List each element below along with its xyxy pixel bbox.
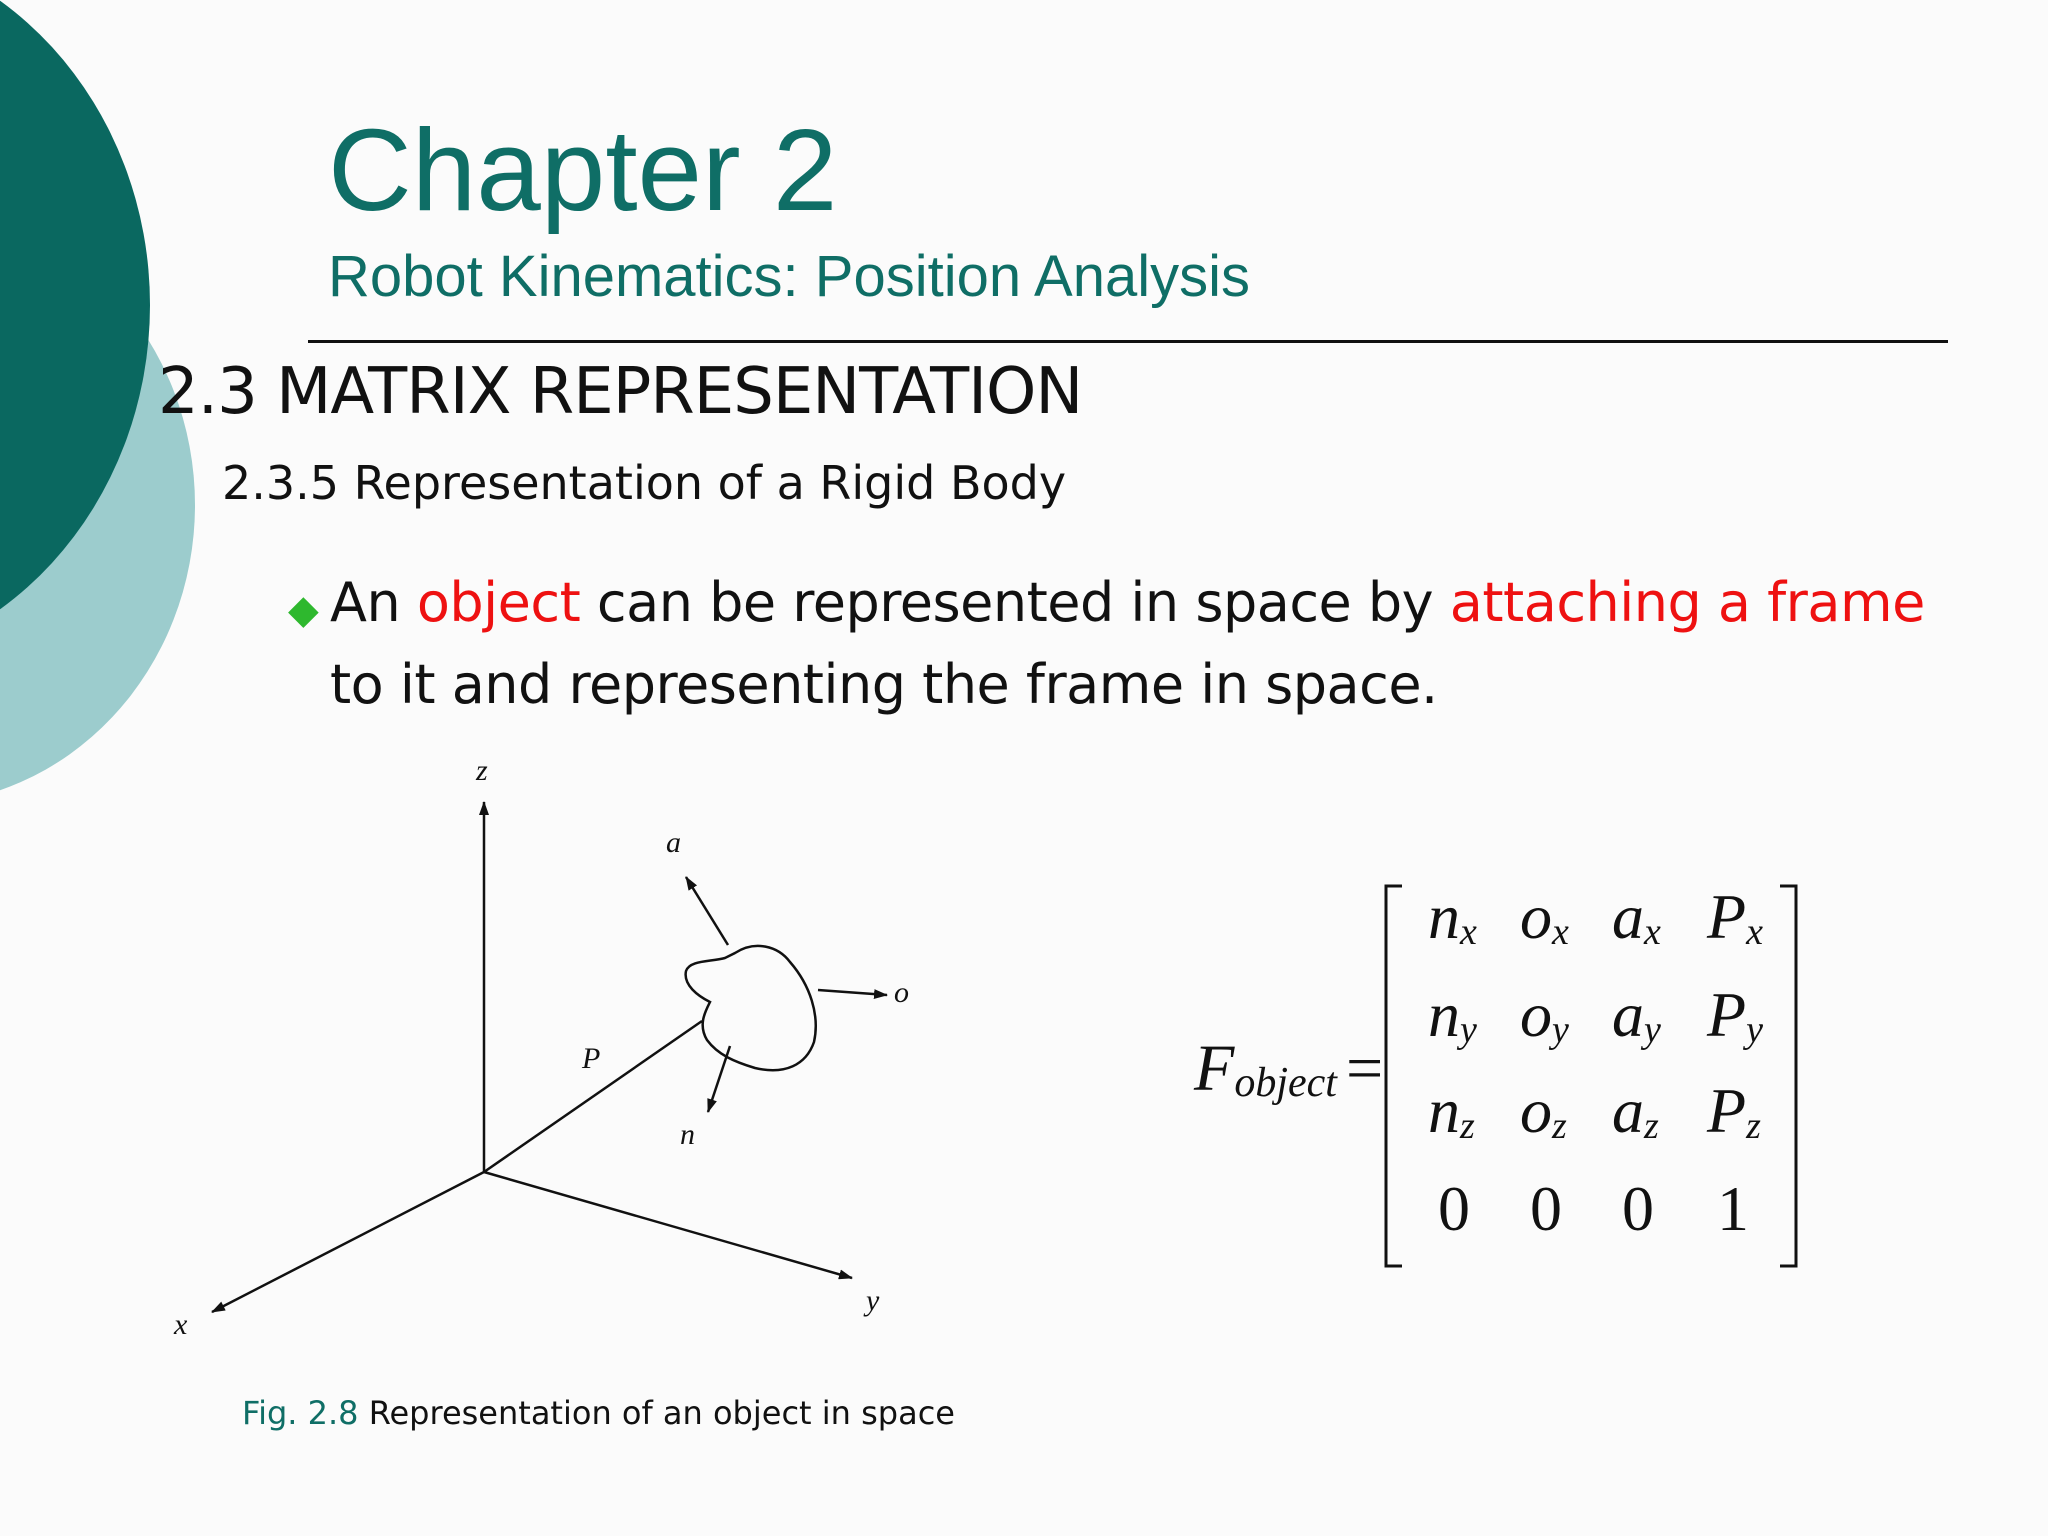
- frame-matrix-equation: [1180, 870, 1820, 1290]
- matrix-cell-r3-c4: Pz: [1707, 1075, 1761, 1147]
- object-frame-diagram: [150, 740, 950, 1360]
- z-axis-label: z: [476, 754, 488, 787]
- matrix-cell-r4-c1: 0: [1438, 1173, 1470, 1244]
- matrix-cell-r3-c1: nz: [1428, 1075, 1475, 1147]
- n-vector: [708, 1046, 730, 1112]
- bullet-highlight-frame: attaching a frame: [1449, 571, 1925, 634]
- bullet-highlight-object: object: [416, 571, 581, 634]
- chapter-subtitle: Robot Kinematics: Position Analysis: [328, 244, 1250, 309]
- matrix-cell-r4-c2: 0: [1530, 1173, 1562, 1244]
- a-vector-label: a: [666, 826, 681, 859]
- matrix-cell-r2-c2: oy: [1520, 979, 1569, 1051]
- x-axis: [212, 1172, 484, 1312]
- figure-caption: [242, 1394, 955, 1432]
- matrix-lhs-subscript: object: [1234, 1060, 1337, 1106]
- matrix-cell-r1-c1: nx: [1428, 881, 1477, 953]
- y-axis-label: y: [866, 1284, 880, 1317]
- rigid-body-shape: [686, 946, 816, 1070]
- bullet-line-2: to it and representing the frame in space.: [330, 653, 1438, 716]
- y-axis: [484, 1172, 852, 1278]
- n-vector-label: n: [680, 1118, 695, 1151]
- equals-sign: =: [1346, 1032, 1384, 1105]
- matrix-right-bracket: [1780, 886, 1796, 1266]
- x-axis-label: x: [174, 1308, 188, 1341]
- header-divider: [308, 340, 1948, 343]
- figure-caption-text: Representation of an object in space: [358, 1394, 955, 1432]
- bullet-line-1: [330, 571, 1925, 634]
- matrix-cell-r4-c3: 0: [1622, 1173, 1654, 1244]
- matrix-cell-r2-c4: Py: [1707, 979, 1763, 1051]
- section-heading: 2.3 MATRIX REPRESENTATION: [158, 355, 1083, 429]
- matrix-lhs-main: F: [1194, 1032, 1235, 1105]
- chapter-title: Chapter 2: [328, 105, 838, 235]
- matrix-cell-r3-c3: az: [1612, 1075, 1659, 1147]
- subsection-heading: 2.3.5 Representation of a Rigid Body: [222, 456, 1067, 510]
- matrix-cell-r2-c1: ny: [1428, 979, 1477, 1051]
- matrix-cell-r2-c3: ay: [1612, 979, 1661, 1051]
- a-vector: [686, 877, 728, 945]
- o-vector: [818, 990, 887, 995]
- o-vector-label: o: [894, 976, 909, 1009]
- matrix-cell-r1-c2: ox: [1520, 881, 1569, 953]
- bullet-text-part2: can be represented in space by: [580, 571, 1450, 634]
- figure-caption-number: Fig. 2.8: [242, 1394, 359, 1432]
- bullet-text-part1: An: [330, 571, 417, 634]
- matrix-lhs: [1193, 1032, 1338, 1106]
- position-vector-label: P: [582, 1042, 601, 1075]
- diamond-bullet-icon: ◆: [288, 587, 319, 633]
- matrix-left-bracket: [1386, 886, 1402, 1266]
- matrix-cell-r3-c2: oz: [1520, 1075, 1567, 1147]
- matrix-cells: [1428, 881, 1763, 1244]
- matrix-cell-r4-c4: 1: [1717, 1173, 1749, 1244]
- matrix-cell-r1-c4: Px: [1707, 881, 1763, 953]
- matrix-cell-r1-c3: ax: [1612, 881, 1661, 953]
